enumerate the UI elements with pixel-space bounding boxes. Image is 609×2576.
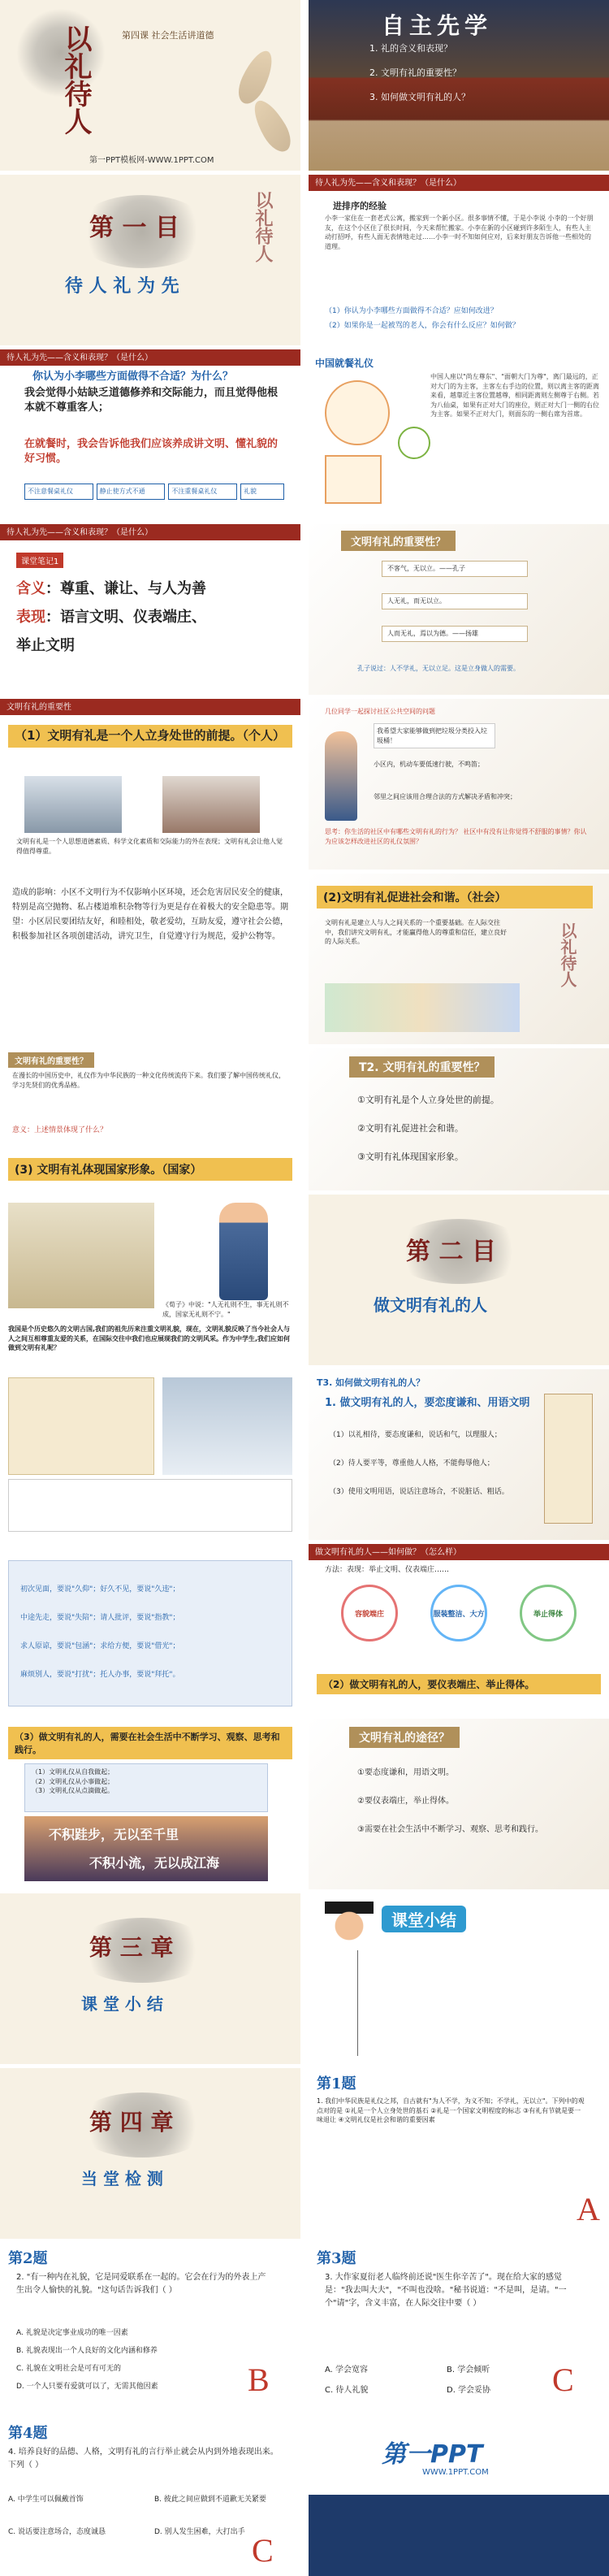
performance-key: 表现 [16,609,45,626]
how-item: （3）使用文明用语，说话注意场合，不说脏话、粗话。 [329,1488,509,1496]
speech-bubble: 邻里之间应该用合理合法的方式解决矛盾和冲突； [374,793,516,800]
key-point: (2)文明有礼促进社会和谐。（社会） [317,886,593,909]
poem-line: 初次见面，要说"久仰"；好久不见，要说"久违"； [20,1585,180,1594]
photo-2 [162,776,260,833]
answer-letter: C [252,2532,274,2569]
slide-header: 做文明有礼的人——如何做？（怎么样） [309,1544,609,1560]
answer-text: 在就餐时，我会告诉他我们应该养成讲文明、懂礼貌的好习惯。 [24,438,279,466]
key-point: 1. 做文明有礼的人，要恋度谦和、用语文明 [325,1397,530,1409]
summary-item: ①文明有礼是个人立身处世的前提。 [357,1095,499,1105]
slide-summary-importance [309,1048,609,1190]
poem-line: 中途先走，要说"失陪"；请人批评，要说"指教"； [20,1614,180,1622]
chapter-subtitle: 待 人 礼 为 先 [65,275,179,297]
circle-item [520,1585,577,1641]
vertical-scroll-art [544,1394,593,1524]
banner-title: 文明有礼的途径？ [349,1727,460,1748]
poem-line: 求人原谅，要说"包涵"；求给方便，要说"借光"； [20,1642,180,1650]
dining-circle-chart [398,427,430,459]
definition-line [16,577,206,598]
performance-line-2: 举止文明 [16,637,75,654]
option-item[interactable]: C. 待人礼貌 [325,2386,369,2395]
slide-analysis [0,349,300,520]
issue-tag: 不注意餐桌礼仪 [24,484,93,500]
option-item[interactable]: A. 学会宽容 [325,2366,369,2374]
quote-bubble: 人而无礼，焉以为德。——扬雄 [382,626,528,642]
practice-item: （2）文明礼仪从小事做起； [32,1777,114,1785]
option-item[interactable]: C. 礼貌在文明社会是可有可无的 [16,2365,122,2373]
dining-title: 中国就餐礼仪 [315,358,374,369]
think-question: 思考：你生活的社区中有哪些文明有礼的行为？ 社区中有没有让你觉得不舒服的事情？你认为应该怎样改进社区的礼仪氛围？ [325,828,587,845]
way-item: ②要仪表端庄，举止得体。 [357,1797,454,1806]
story-question: （2）如果你是一起被骂的老人，你会有什么反应？如何做？ [325,322,520,330]
story-question: （1）你认为小李哪些方面做得不合适？应如何改进？ [325,307,498,315]
banner-title: 文明有礼的重要性？ [8,1052,94,1068]
slide-title-left [0,0,300,171]
answer-text: 我会觉得小姑缺乏道德修养和交际能力，而且觉得他根本就不尊重客人； [24,387,279,414]
image-caption: 不积小流，无以成江海 [89,1855,220,1871]
how-item: （2）待人要平等，尊重他人人格，不能侮辱他人； [329,1459,495,1468]
question-text: 4. 培养良好的品德、人格，文明有礼的言行举止就会从内到外地表现出来。下列（ ） [8,2448,279,2470]
key-point: (3) 文明有礼体现国家形象。（国家） [8,1158,292,1181]
speech-bubble: 小区内，机动车要低速行驶，不鸣笛； [374,761,484,768]
performance-value: ：语言文明、仪表端庄、 [45,609,206,626]
tag-row [24,484,284,500]
slide-quiz-3 [309,2243,609,2413]
photo-1 [24,776,122,833]
brand-url: WWW.1PPT.COM [422,2468,489,2477]
slide-practice [0,1719,300,1889]
circle-label: 服装整洁、大方 [433,1610,485,1619]
circle-item [341,1585,398,1641]
slide-ways [309,1719,609,1889]
question-text: 1. 我们中华民族是礼仪之邦，自古就有"为人不学，为义不知；不学礼，无以立"。下列中的观点对的是 ①礼是一个人立身处世的基石 ②礼是一个国家文明程度的标志 ③有礼有节就是要一味退让 ④文明礼仪是社会和谐的重要因素 [317,2097,585,2124]
slide-community-detail [0,874,300,1044]
question-item: 2. 文明有礼的重要性？ [369,67,461,78]
question-title: 第4题 [8,2425,48,2442]
note-tag: 课堂笔记1 [16,553,63,568]
slide-importance-2 [309,874,609,1044]
slide-xunzi [0,1195,300,1365]
slide-courtesy-words [0,1544,300,1715]
summary-item: ②文明有礼促进社会和谐。 [357,1123,464,1134]
question-text: 3. 大作家夏衍老人临终前还说"医生你辛苦了"。现在给大家的感觉是："我去叫大夫"，"不叫也没啥。"秘书说道："不是叫，是请。"一个"请"字，含义丰富，在人际交往中要（ ） [325,2273,567,2308]
slide-quiz-4 [0,2418,300,2576]
ad-links [309,2495,609,2576]
chapter-title: 第 二 目 [406,1238,496,1266]
practice-item: （1）文明礼仪从自我做起； [32,1768,114,1776]
summary-item: ③文明有礼体现国家形象。 [357,1151,464,1162]
chapter-title: 第 一 目 [89,214,179,242]
poem-box [8,1560,292,1706]
community-title: 几位同学一起探讨社区公共空间的问题 [325,708,435,715]
chapter-subtitle: 做文明有礼的人 [374,1295,487,1315]
scholar-figure [219,1203,268,1300]
slide-how-to-2 [309,1544,609,1715]
quote-bubble: 人无礼，而无以立。 [382,593,528,609]
slide-dining [309,349,609,520]
question-list [369,42,470,104]
slide-header: 待人礼为先——含义和表现？（是什么） [0,349,300,366]
performance-line [16,605,206,627]
definition-value: ：尊重、谦让、与人为善 [45,580,206,597]
history-text: 在漫长的中国历史中，礼仪作为中华民族的一种文化传统流传下来。我们要了解中国传统礼仪，学习先贤们的优秀品格。 [12,1072,285,1089]
slide-header: 文明有礼的重要性 [0,699,300,715]
slide-importance-1 [0,699,300,870]
leaf-decoration [233,46,279,108]
question-item: 3. 如何做文明有礼的人？ [369,91,470,102]
slide-importance-quotes [309,524,609,695]
slide-header: 待人礼为先——含义和表现？（是什么） [0,524,300,540]
slide-chapter-2 [309,1195,609,1365]
practice-list [24,1763,268,1812]
slide-preview-right [309,0,609,171]
slide-header: 待人礼为先——含义和表现？（是什么） [309,175,609,191]
option-item[interactable]: B. 彼此之间应做到不道歉无关紧要 [154,2496,266,2504]
leaf-decoration [248,95,297,157]
option-item[interactable]: B. 学会倾听 [447,2366,490,2374]
question-title: 第3题 [317,2250,356,2267]
circle-item [430,1585,487,1641]
illustration [325,983,520,1032]
practice-item: （3）文明礼仪从点滴做起。 [32,1787,114,1795]
answer-letter: A [577,2191,600,2227]
chapter-title: 第 四 章 [89,2109,174,2136]
option-item[interactable]: D. 一个人只要有爱就可以了，无需其他因素 [16,2383,158,2391]
answer-letter: C [552,2361,574,2398]
key-point: （2）做文明有礼的人，要仪表端庄、举止得体。 [317,1674,601,1694]
story-title: 进排序的经验 [333,201,387,211]
quote-bubble: 孔子说过：人不学礼，无以立足。这是立身做人的需要。 [357,665,520,672]
chapter-title: 第 三 章 [89,1934,174,1961]
method-text: 方法：表现：举止文明、仪表端庄…… [325,1566,450,1574]
poem-line: 麻烦别人，要说"打扰"；托人办事，要说"拜托"。 [20,1671,180,1679]
answer-letter: B [248,2361,270,2398]
quote-text: 《荀子》中说："人无礼则不生，事无礼则不成，国家无礼则不宁。" [162,1301,289,1318]
caption-text: 文明有礼是一个人思想道德素质、科学文化素质和交际能力的外在表现；文明有礼会让他人觉得值得尊重。 [16,838,283,855]
slide-notes-1 [0,524,300,695]
parchment-text [8,1377,154,1475]
banner-title: T2. 文明有礼的重要性？ [349,1056,495,1078]
question-text: 2. "有一种内在礼貌，它是同爱联系在一起的。它会在行为的外表上产生出令人愉快的礼貌。"这句话告诉我们（ ） [16,2273,266,2295]
slide-summary [309,1893,609,2064]
circle-label: 容貌端庄 [354,1610,384,1619]
lesson-label: 第四课 社会生活讲道德 [122,30,214,41]
square-table [325,455,382,504]
issue-tag: 静止使方式不通 [97,484,166,500]
slide-chapter-3 [0,1893,300,2064]
support-text: 文明有礼是建立人与人之间关系的一个重要基础。在人际交往中，我们讲究文明有礼，才能赢得他人的尊重和信任，建立良好的人际关系。 [325,919,507,946]
slide-community [309,699,609,870]
student-figure [325,731,357,821]
issue-tag: 礼貌 [240,484,284,500]
slide-ad [309,2418,609,2576]
slide-quiz-1 [309,2068,609,2239]
dining-text: 中国人座以"尚左尊东"、"面朝大门为尊"，离门最远的，正对大门的为主客，主客左右手边的位置，则以离主客的距离来看，越靠近主客位置越尊，相同距离则左侧尊于右侧。若为八仙桌，如果有正对大门的座位，则正对大门一侧的右位为主客。如果不正对大门，则面东的一侧右席为首席。 [430,373,599,418]
option-item[interactable]: C. 说话要注意场合，态度诚恳 [8,2528,106,2536]
way-item: ①要态度谦和，用语文明。 [357,1768,454,1777]
story-text: 小李一家住在一套老式公寓，搬家到一个新小区。很多事情不懂，于是小李说 小李的一个好朋友，在这个小区住了很长时间，今天来帮忙搬家。小李在新的小区碰到许多陌生人，有些人主动打招呼，有些人面无表情地走过……小李一时不知如何应对，后来好朋友告诉他一些相处的道理。 [325,215,594,250]
slide-chapter-1 [0,175,300,345]
circle-label: 举止得体 [533,1610,563,1619]
quote-bubble: 不客气，无以立。——孔子 [382,561,528,577]
issue-tag: 不注重餐桌礼仪 [168,484,237,500]
mind-map [357,1950,568,2056]
how-item: （1）以礼相待，要态度谦和，说话和气，以理服人； [329,1431,502,1439]
image-caption: 不积跬步，无以至千里 [49,1827,179,1842]
question-text: 你认为小李哪些方面做得不合适？为什么？ [32,371,234,383]
title-calligraphy: 以礼待人 [59,24,92,135]
slide-quiz-2 [0,2243,300,2413]
speech-bubble: 我希望大家能够做到把垃圾分类投入垃圾桶！ [374,723,495,748]
option-item[interactable]: B. 礼貌表现出一个人良好的文化内涵和修养 [16,2347,158,2355]
round-table [325,380,390,445]
chapter-subtitle: 当 堂 检 测 [81,2169,163,2188]
option-item[interactable]: D. 别人发生困难，大打出手 [154,2528,245,2536]
option-item[interactable]: A. 中学生可以佩戴首饰 [8,2496,84,2504]
list-box [8,1479,292,1532]
way-item: ③需要在社会生活中不断学习、观察、思考和践行。 [357,1825,543,1834]
history-question: 意义：上述情景体现了什么？ [12,1126,108,1134]
key-point: （1）文明有礼是一个人立身处世的前提。（个人） [8,725,292,748]
slide-how-to-1 [309,1369,609,1540]
banner-title: 文明有礼的重要性？ [341,531,456,551]
brand-logo: 第一PPT [382,2440,483,2469]
detail-text: 造成的影响：小区不文明行为不仅影响小区环境，还会危害居民安全的健康，特别是高空抛物、私占楼道堆积杂物等行为更是存在着极大的安全隐患等。期望：小区居民要团结友好，和睦相处，敬老爱幼，互助友爱，遵守社会公德，积极参加社区各项创建活动，讲究卫生，自觉遵守行为规范，爱护公物等。 [12,888,288,941]
ancient-painting [8,1203,154,1308]
question-item: 1. 礼的含义和表现？ [369,43,452,54]
summary-banner: 课堂小结 [382,1906,466,1932]
slide-title: T3. 如何做文明有礼的人？ [317,1377,425,1388]
side-calligraphy: 以礼待人 [253,191,274,262]
slide-chapter-4 [0,2068,300,2239]
slide-story [309,175,609,345]
question-title: 第1题 [317,2075,356,2092]
definition-key: 含义 [16,580,45,597]
option-item[interactable]: A. 礼貌是决定事业成功的唯一因素 [16,2329,128,2337]
bottom-text: 我国是个历史悠久的文明古国,我们的祖先历来注重文明礼貌，现在，文明礼貌反映了当今社会人与人之间互相尊重友爱的关系，在国际交往中我们也应展现我们的文明风采。作为中学生,我们应如何做到文明有礼呢？ [8,1325,291,1352]
option-item[interactable]: D. 学会妥协 [447,2386,491,2395]
question-title: 第2题 [8,2250,48,2267]
chapter-subtitle: 课 堂 小 结 [81,1994,163,2014]
snow-painting [162,1377,292,1475]
key-point: （3）做文明有礼的人，需要在社会生活中不断学习、观察、思考和践行。 [8,1727,292,1759]
side-calligraphy: 以礼待人 [558,922,577,987]
slide-yan-ying [0,1369,300,1540]
brand-label: 第一PPT模板网-WWW.1PPT.COM [89,156,214,165]
banner-title: 自主先学 [382,12,493,39]
slide-history [0,1048,300,1190]
graduate-figure [325,1902,374,1942]
